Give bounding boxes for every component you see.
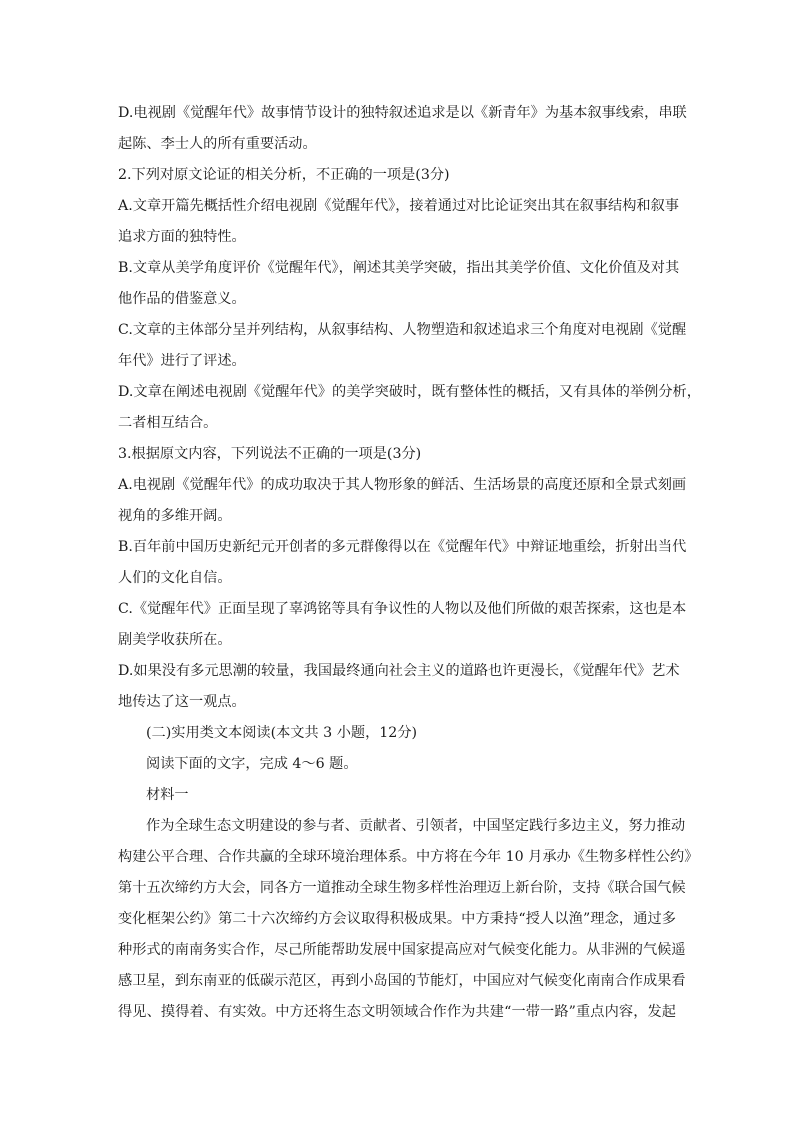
- option-d-text: D.电视剧《觉醒年代》故事情节设计的独特叙述追求是以《新青年》为基本叙事线索，串联: [118, 105, 687, 121]
- q3-option-d: D.如果没有多元思潮的较量，我国最终通向社会主义的道路也许更漫长，《觉醒年代》艺术: [118, 663, 680, 679]
- q3-option-a: A.电视剧《觉醒年代》的成功取决于其人物形象的鲜活、生活场景的高度还原和全景式刻画: [118, 477, 687, 493]
- question-2-stem: 2.下列对原文论证的相关分析，不正确的一项是(3分): [118, 167, 450, 183]
- q3-option-b-cont: 人们的文化自信。: [118, 570, 232, 586]
- section-heading: (二)实用类文本阅读(本文共 3 小题，12分): [146, 725, 418, 741]
- q2-option-a: A.文章开篇先概括性介绍电视剧《觉醒年代》，接着通过对比论证突出其在叙事结构和叙事: [118, 198, 679, 214]
- q2-option-b: B.文章从美学角度评价《觉醒年代》，阐述其美学突破，指出其美学价值、文化价值及对其: [118, 260, 680, 276]
- q3-option-b: B.百年前中国历史新纪元开创者的多元群像得以在《觉醒年代》中辩证地重绘，折射出当代: [118, 539, 687, 555]
- q3-option-c: C.《觉醒年代》正面呈现了辜鸿铭等具有争议性的人物以及他们所做的艰苦探索，这也是本: [118, 601, 687, 617]
- reading-instruction: 阅读下面的文字，完成 4～6 题。: [146, 756, 358, 772]
- material-paragraph-line: 构建公平合理、合作共赢的全球环境治理体系。中方将在今年 10 月承办《生物多样性公约》: [118, 849, 699, 865]
- q2-option-d-cont: 二者相互结合。: [118, 415, 218, 431]
- q2-option-b-cont: 他作品的借鉴意义。: [118, 291, 246, 307]
- document-page: [118, 98, 701, 1028]
- q2-option-c: C.文章的主体部分呈并列结构，从叙事结构、人物塑造和叙述追求三个角度对电视剧《觉醒: [118, 322, 687, 338]
- q2-option-d: D.文章在阐述电视剧《觉醒年代》的美学突破时，既有整体性的概括，又有具体的举例分析，: [118, 384, 701, 400]
- q2-option-c-cont: 年代》进行了评述。: [118, 353, 246, 369]
- material-paragraph-line: 感卫星，到东南亚的低碳示范区，再到小岛国的节能灯，中国应对气候变化南南合作成果看: [118, 973, 686, 989]
- material-paragraph-line: 种形式的南南务实合作，尽己所能帮助发展中国家提高应对气候变化能力。从非洲的气候遥: [118, 942, 686, 958]
- question-3-stem: 3.根据原文内容，下列说法不正确的一项是(3分): [118, 446, 422, 462]
- material-paragraph-line: 得见、摸得着、有实效。中方还将生态文明领域合作作为共建“一带一路”重点内容，发起: [118, 1004, 676, 1020]
- q3-option-c-cont: 剧美学收获所在。: [118, 632, 232, 648]
- material-paragraph-line: 变化框架公约》第二十六次缔约方会议取得积极成果。中方秉持“授人以渔”理念，通过多: [118, 911, 676, 927]
- material-paragraph-line: 作为全球生态文明建设的参与者、贡献者、引领者，中国坚定践行多边主义，努力推动: [146, 818, 686, 834]
- material-label: 材料一: [146, 787, 189, 803]
- option-d-text-cont: 起陈、李士人的所有重要活动。: [118, 136, 317, 152]
- q3-option-a-cont: 视角的多维开阔。: [118, 508, 232, 524]
- material-paragraph-line: 第十五次缔约方大会，同各方一道推动全球生物多样性治理迈上新台阶，支持《联合国气候: [118, 880, 686, 896]
- q2-option-a-cont: 追求方面的独特性。: [118, 229, 246, 245]
- q3-option-d-cont: 地传达了这一观点。: [118, 694, 246, 710]
